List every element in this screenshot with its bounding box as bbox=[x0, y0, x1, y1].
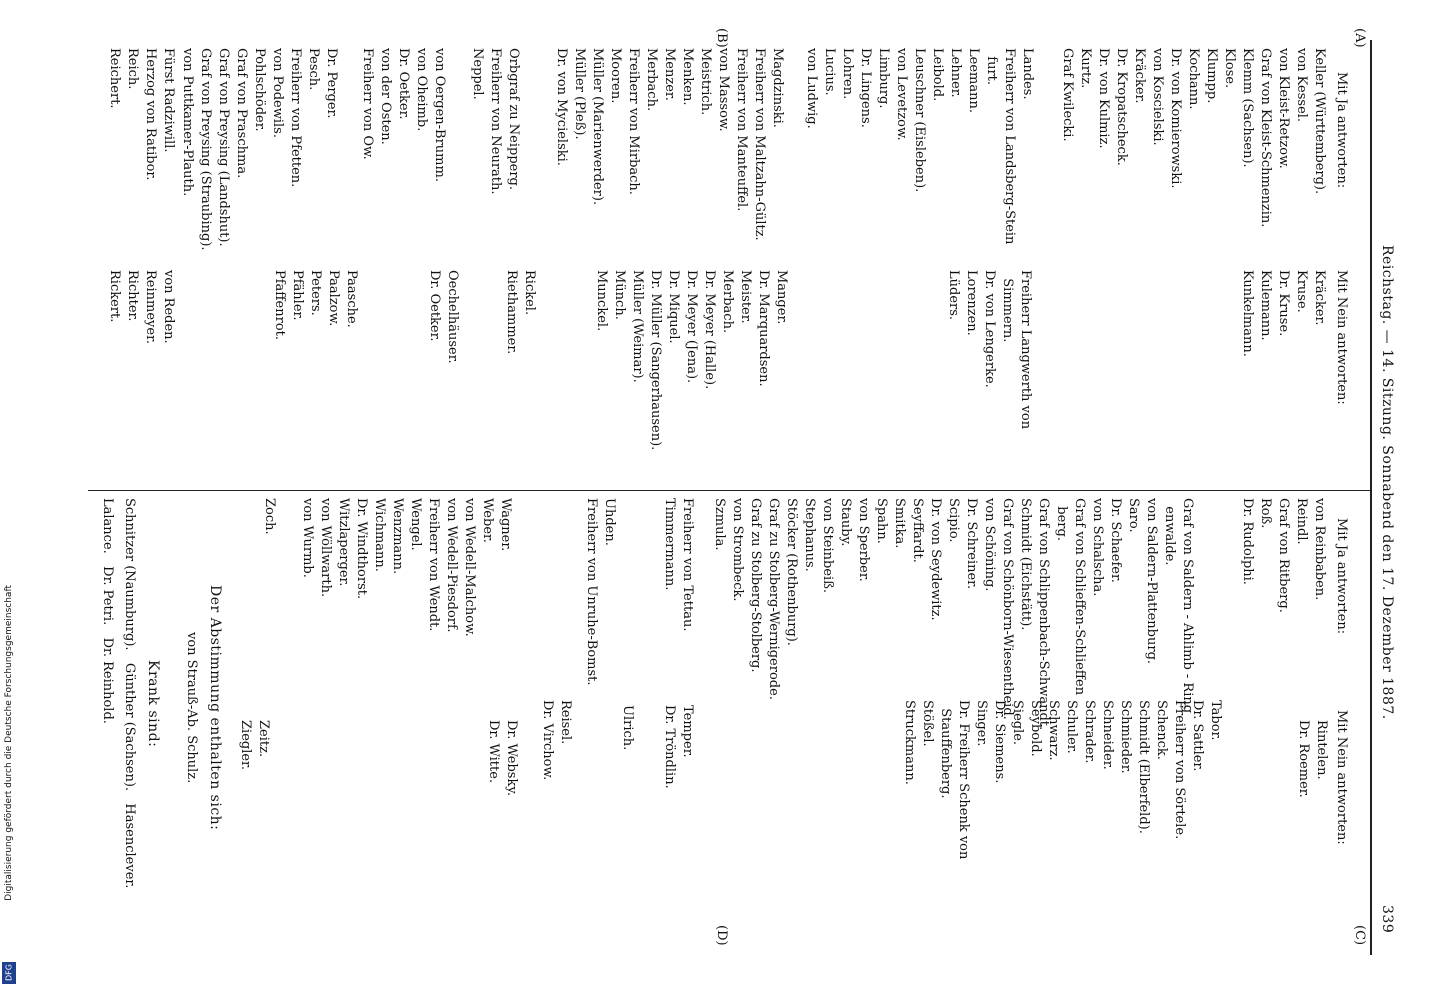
nein-heading-right: Mit Nein antworten: bbox=[1334, 710, 1349, 845]
nein-list-r: von Reden. Reinmeyer. Richter. Rickert. bbox=[107, 270, 176, 344]
nein-list-t: Temper. Dr. Tröndlin. bbox=[662, 705, 695, 789]
nein-list-s: Tabor. Dr. Sattler. Freiherr von Sörtele. Schenck. Schmidt (Elberfeld). Schmieder. Schneider. Schrader. Schuler. Schwarz. Seybold. Siegle. Dr. Siemens. Singer. Dr. Freiherr Schenk von Stauffenberg. Stößel. Struckmann. bbox=[902, 700, 1223, 860]
nein-list-z: Zeitz. Ziegler. bbox=[238, 720, 271, 770]
ja-list-z: Zoch. bbox=[262, 498, 277, 535]
nein-list-m: Manger. Dr. Marquardsen. Meister. Merbach. Dr. Meyer (Halle). Dr. Meyer (Jena). Dr. Miquel. Dr. Müller (Sangerhausen). Müller (Weimar). Münch. Munckel. bbox=[594, 270, 789, 451]
ja-list-s: Graf von Saldern - Ahlimb - Ring enwalde. von Saldern-Plattenburg. Saro. Dr. Schaefer. von Schalscha. Graf von Schlieffen-Schlieffen berg. Graf von Schlippenbach-Schwandt. Schmidt (Eichstätt). Graf von Schönborn-Wiesentheid. von Schöning. Dr. Schreiner. Scipio. Dr. von Seydewitz. Seyffardt. Smitka. Spahn. von Sperber. Stauby. von Steinbeiß. Stephanus. Stöcker (Rothenburg). Graf zu Stolberg-Wernigerode. Graf zu Stolberg-Stolberg. von Strombeck. Szmula. bbox=[712, 498, 1195, 731]
nein-list-n: Rickel. Riethammer. bbox=[504, 270, 537, 355]
ja-heading-left: Mit Ja antworten: bbox=[1334, 72, 1349, 189]
dfg-logo: DFG bbox=[2, 962, 16, 984]
nein-list-l: Freiherr Langwerth von Simmern. Dr. von Lengerke. Lorenzen. Lüders. bbox=[946, 270, 1033, 430]
nein-heading-left: Mit Nein antworten: bbox=[1334, 270, 1349, 405]
nein-list-k: Kräcker. Kruse. Dr. Kruse. Kulemann. Kunkelmann. bbox=[1240, 270, 1327, 357]
nein-list-p: Paasche. Paalzow. Peters. Pfähler. Pfaffenrot. bbox=[272, 270, 359, 341]
abstention-names: von Strauß-Ab. Schulz. bbox=[184, 632, 199, 784]
ja-list-r: Fürst Radziwill. Herzog von Ratibor. Reich. Reichert. bbox=[107, 48, 176, 181]
page-number: 339 bbox=[1379, 905, 1395, 934]
nein-list-o: Oechelhäuser. Dr. Oetker. bbox=[427, 270, 460, 364]
margin-mark-d: (D) bbox=[714, 925, 729, 946]
ja-list-t: Freiherr von Tettau. Timmermann. bbox=[662, 498, 695, 632]
ja-list-p: Dr. Perger. Pesch. Freiherr von Pfetten. von Podewils. Pohlschöder. Graf von Praschma. Graf von Preysing (Landshut). Graf von Preysing (Straubing). von Puttkamer-Plauth. bbox=[180, 48, 339, 251]
running-title: Reichstag. — 14. Sitzung. Sonnabend den 17. Dezember 1887. bbox=[1379, 245, 1395, 720]
nein-list-r2: Rintelen. Dr. Roemer. bbox=[1296, 720, 1329, 798]
digitization-note: Digitalisierung gefördert durch die Deutsche Forschungsgemeinschaft bbox=[4, 585, 14, 901]
margin-mark-a: (A) bbox=[1352, 28, 1367, 48]
nein-list-u: Ulrich. bbox=[620, 705, 635, 751]
ja-list-r2: von Reinbaben. Reindl. Graf von Ritberg. Roß. Dr. Rudolphi. bbox=[1240, 498, 1327, 613]
margin-mark-b: (B) bbox=[714, 28, 729, 48]
nein-list-w: Dr. Websky. Dr. Witte. bbox=[486, 720, 519, 797]
ja-list-l: Landes. Freiherr von Landsberg-Stein furt. Leemann. Lehner. Leibold. Leuschner (Eisleben). von Levetzow. Limburg. Dr. Lingens. Lohren. Lucius. von Ludwig. bbox=[804, 48, 1035, 245]
ja-list-u: Uhden. Freiherr von Unruhe-Bomst. bbox=[584, 498, 617, 686]
ja-heading-right: Mit Ja antworten: bbox=[1334, 518, 1349, 635]
sick-names-2: Lalance. Dr. Petri. Dr. Reinhold. bbox=[100, 498, 115, 724]
sick-heading: Krank sind: bbox=[145, 660, 161, 748]
ja-list-n: Orbgraf zu Neipperg. Freiherr von Neurath. Neppel. bbox=[470, 48, 521, 195]
header-rule bbox=[1370, 40, 1372, 955]
ja-list-w: Wagner. Weber. von Wedell-Malchow. von Wedell-Piesdorf. Freiherr von Wendt. Wengel. Wenzmann. Wichmann. Dr. Windthorst. Witzlaperger. von Wöllwarth. von Wurmb. bbox=[300, 498, 513, 637]
sick-names-1: Schnitzer (Naumburg). Günther (Sachsen). Hasenclever. bbox=[122, 498, 137, 889]
ja-list-k: Keller (Württemberg). von Kessel. von Kleist-Retzow. Graf von Kleist-Schmenzin. Klemm (Sachsen). Klose. Klumpp. Kochann. Dr. von Komierowski. von Koscielski. Kräcker. Dr. Kropatscheck. Dr. von Kulmiz. Kurtz. Graf Kwilecki. bbox=[1060, 48, 1327, 228]
margin-mark-c: (C) bbox=[1352, 925, 1367, 946]
centre-rule bbox=[88, 490, 1370, 491]
ja-list-m: Magdzinski. Freiherr von Maltzahn-Gültz. Freiherr von Manteuffel. von Massow. Meistrich. Menken. Menzer. Merbach. Freiherr von Mirbach. Mooren. Müller (Marienwerder). Müller (Pleß). Dr. von Mycielski. bbox=[554, 48, 785, 241]
abstention-heading: Der Abstimmung enthalten sich: bbox=[207, 585, 223, 831]
ja-list-o: von Oergen-Brumm. von Oheimb. Dr. Oetker. von der Osten. Freiherr von Ow. bbox=[360, 48, 447, 182]
nein-list-v: Reisel. Dr. Virchow. bbox=[540, 700, 573, 781]
